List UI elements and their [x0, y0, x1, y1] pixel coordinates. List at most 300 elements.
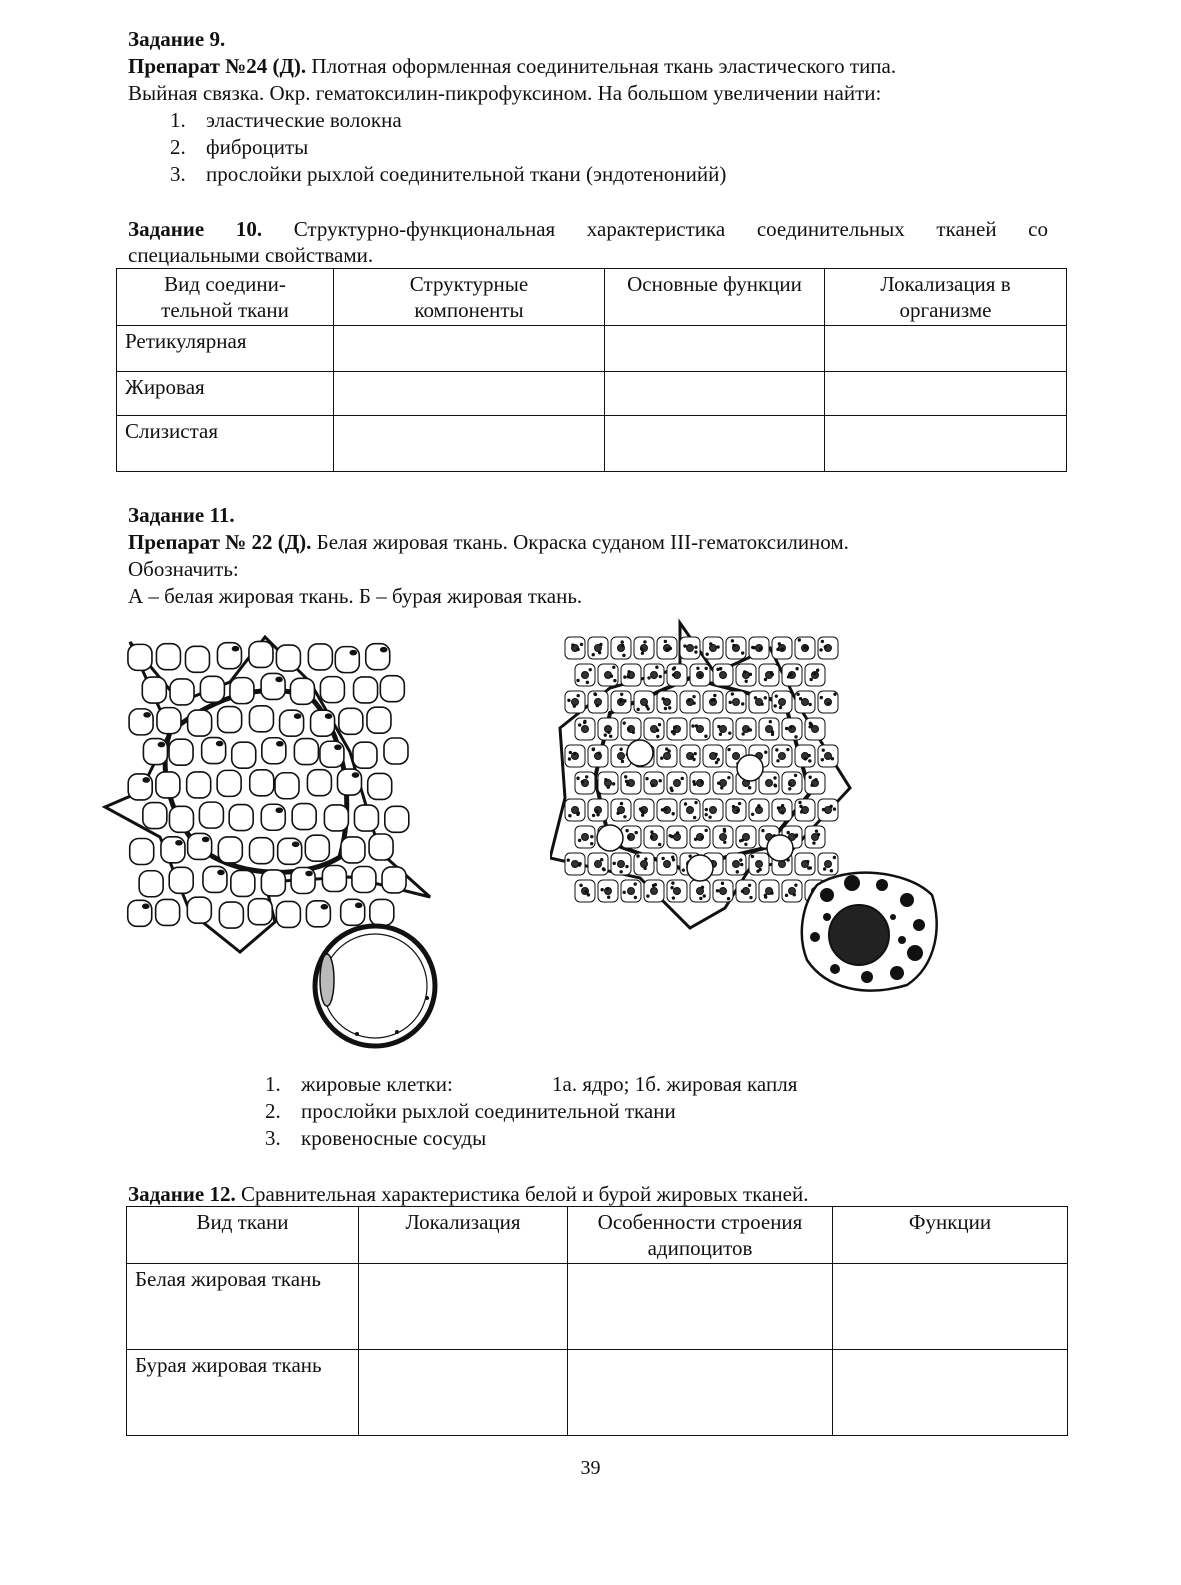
lipid-droplet — [664, 707, 666, 709]
cell-nucleus — [276, 677, 282, 681]
cell-nucleus — [618, 753, 625, 760]
task9-preparation — [128, 53, 896, 80]
lipid-droplet — [656, 729, 658, 731]
lipid-droplet — [731, 693, 733, 695]
lipid-droplet — [574, 752, 576, 754]
task10-header-row — [117, 269, 1067, 326]
lipid-droplet — [597, 814, 599, 816]
lipid-droplet — [672, 674, 674, 676]
task9-prep-number: Препарат №24 (Д). — [128, 54, 307, 78]
lipid-droplet — [626, 829, 628, 831]
fat-cell — [142, 677, 166, 703]
lipid-droplet — [700, 897, 702, 899]
lipid-droplet — [610, 675, 612, 677]
task12-header-type-label: Вид ткани — [196, 1210, 289, 1234]
fat-cell — [385, 806, 409, 832]
cell-nucleus — [143, 904, 149, 908]
lipid-droplet — [728, 776, 730, 778]
task10-cell — [825, 372, 1067, 416]
cell-nucleus — [733, 753, 740, 760]
lipid-droplet — [717, 646, 719, 648]
cell-nucleus — [651, 888, 658, 895]
lipid-droplet — [738, 802, 740, 804]
lipid-droplet — [607, 896, 609, 898]
lipid-droplet — [697, 667, 699, 669]
lipid-droplet — [589, 668, 591, 670]
lipid-droplet — [670, 787, 672, 789]
task12-header-location-label: Локализация — [405, 1210, 521, 1234]
cell-nucleus — [203, 837, 209, 841]
lipid-droplet — [604, 734, 606, 736]
fat-cell — [339, 708, 363, 734]
lipid-droplet — [598, 752, 600, 754]
lipid-droplet — [634, 883, 636, 885]
task10-header-type-label: Вид соедини- тельной ткани — [161, 272, 289, 322]
lipid-droplet — [777, 760, 779, 762]
lipid-droplet — [706, 653, 708, 655]
fat-cell — [369, 834, 393, 860]
lipid-droplet — [650, 836, 652, 838]
task11-preparation — [128, 529, 849, 556]
white-adipocyte-illustration — [305, 918, 445, 1053]
lipid-droplet — [661, 809, 663, 811]
lipid-droplet — [647, 708, 649, 710]
task10-cell — [605, 326, 825, 372]
lipid-droplet — [580, 643, 582, 645]
fat-cell — [382, 867, 406, 893]
cell-nucleus — [674, 780, 681, 787]
lipid-droplet — [781, 812, 783, 814]
fat-cell — [200, 676, 224, 702]
task12-title: Задание 12. Сравнительная характеристика белой и бурой жировых тканей. — [128, 1182, 809, 1206]
lipid-droplet — [736, 810, 738, 812]
lipid-droplet — [779, 706, 781, 708]
lipid-droplet — [673, 733, 675, 735]
lipid-droplet — [705, 813, 707, 815]
fat-cell — [156, 772, 180, 798]
lipid-droplet — [620, 693, 622, 695]
lipid-droplet — [628, 836, 630, 838]
lipid-droplet — [624, 816, 626, 818]
lipid-droplet — [695, 725, 697, 727]
fat-cell — [380, 676, 404, 702]
fat-cell — [322, 866, 346, 892]
lipid-droplet — [662, 698, 664, 700]
lipid-droplet — [581, 781, 583, 783]
lipid-droplet — [674, 726, 676, 728]
lipid-droplet — [666, 748, 668, 750]
lipid-droplet — [758, 805, 760, 807]
fat-cell — [156, 899, 180, 925]
lipid-droplet — [654, 883, 656, 885]
lipid-droplet — [672, 882, 674, 884]
lipid-droplet — [913, 919, 925, 931]
lipid-droplet — [764, 678, 766, 680]
lipid-droplet — [701, 886, 703, 888]
lipid-droplet — [592, 654, 594, 656]
vacuole — [767, 835, 793, 861]
fat-cell — [169, 867, 193, 893]
lipid-droplet — [610, 735, 612, 737]
lipid-droplet — [693, 702, 695, 704]
cell-nucleus — [582, 834, 589, 841]
lipid-droplet — [817, 669, 819, 671]
lipid-droplet — [741, 652, 743, 654]
table-row — [117, 326, 1067, 372]
lipid-droplet — [625, 780, 627, 782]
lipid-droplet — [568, 699, 570, 701]
lipid-droplet — [651, 831, 653, 833]
lipid-droplet — [828, 703, 830, 705]
lipid-droplet — [754, 697, 756, 699]
fat-cell — [230, 678, 254, 704]
cell-nucleus — [641, 861, 648, 868]
lipid-droplet — [614, 679, 616, 681]
lipid-droplet — [647, 895, 649, 897]
lipid-droplet — [815, 830, 817, 832]
task11-labels: А – белая жировая ткань. Б – бурая жировая ткань. — [128, 584, 583, 608]
lipid-droplet — [721, 787, 723, 789]
cell-nucleus — [779, 753, 786, 760]
cell-nucleus — [582, 726, 589, 733]
lipid-droplet — [695, 801, 697, 803]
lipid-droplet — [627, 783, 629, 785]
lipid-droplet — [623, 654, 625, 656]
lipid-droplet — [787, 748, 789, 750]
lipid-droplet — [799, 801, 801, 803]
cell-nucleus — [572, 699, 579, 706]
lipid-droplet — [777, 648, 779, 650]
lipid-droplet — [719, 667, 721, 669]
task12-header-type — [127, 1207, 359, 1264]
cell-nucleus — [144, 713, 150, 717]
cell-nucleus — [641, 699, 648, 706]
cell-nucleus — [674, 888, 681, 895]
lipid-droplet — [601, 858, 603, 860]
lipid-droplet — [626, 865, 628, 867]
lipid-droplet — [787, 831, 789, 833]
lipid-droplet — [596, 810, 598, 812]
lipid-droplet — [637, 855, 639, 857]
lipid-droplet — [646, 777, 648, 779]
cell-nucleus — [218, 870, 224, 874]
cell-nucleus — [710, 807, 717, 814]
lipid-droplet — [705, 808, 707, 810]
task10-header-location — [825, 269, 1067, 326]
lipid-droplet — [759, 647, 761, 649]
lipid-droplet — [890, 966, 904, 980]
lipid-droplet — [741, 703, 743, 705]
task10-cell — [825, 326, 1067, 372]
task10-header-functions-label: Основные функции — [627, 272, 802, 296]
lipid-droplet — [830, 964, 840, 974]
task12-row-label: Бурая жировая ткань — [127, 1350, 359, 1436]
page-number: 39 — [580, 1457, 601, 1479]
task10-cell — [334, 326, 605, 372]
lipid-droplet — [632, 731, 634, 733]
cell-nucleus — [802, 699, 809, 706]
cell-nucleus — [572, 861, 579, 868]
lipid-droplet — [621, 644, 623, 646]
task11-title: Задание 11. — [128, 503, 235, 527]
cell-nucleus — [217, 742, 223, 746]
task10-row-label: Жировая — [117, 372, 334, 416]
lipid-droplet — [764, 697, 766, 699]
task11-item-1-extra: 1а. ядро; 1б. жировая капля — [552, 1072, 798, 1096]
lipid-droplet — [790, 726, 792, 728]
lipid-droplet — [658, 843, 660, 845]
fat-cell — [185, 646, 209, 672]
lipid-droplet — [627, 676, 629, 678]
lipid-droplet — [694, 752, 696, 754]
lipid-droplet — [623, 891, 625, 893]
lipid-droplet — [710, 643, 712, 645]
lipid-droplet — [741, 863, 743, 865]
fat-cell — [250, 770, 274, 796]
cell-nucleus — [720, 672, 727, 679]
lipid-droplet — [585, 890, 587, 892]
lipid-droplet — [668, 750, 670, 752]
fat-cell — [352, 867, 376, 893]
fat-cell — [188, 710, 212, 736]
lipid-droplet — [831, 758, 833, 760]
lipid-droplet — [640, 648, 642, 650]
lipid-droplet — [809, 722, 811, 724]
lipid-droplet — [789, 788, 791, 790]
lipid-droplet — [577, 777, 579, 779]
lipid-droplet — [711, 699, 713, 701]
fat-cell — [128, 644, 152, 670]
lipid-droplet — [765, 751, 767, 753]
lipid-droplet — [624, 676, 626, 678]
lipid-droplet — [624, 700, 626, 702]
task12-table — [126, 1206, 1068, 1436]
task12-cell — [833, 1350, 1068, 1436]
fat-cell — [368, 773, 392, 799]
fat-cell — [384, 738, 408, 764]
cell-nucleus — [276, 808, 282, 812]
task12-cell — [568, 1264, 833, 1350]
task12-cell — [833, 1264, 1068, 1350]
lipid-droplet — [830, 805, 832, 807]
lipid-droplet — [594, 693, 596, 695]
task10-header-components-label: Структурные компоненты — [409, 272, 529, 322]
lipid-droplet — [751, 813, 753, 815]
cell-nucleus — [756, 861, 763, 868]
lipid-droplet — [591, 842, 593, 844]
lipid-droplet — [724, 841, 726, 843]
lipid-droplet — [673, 667, 675, 669]
lipid-droplet — [669, 647, 671, 649]
lipid-droplet — [744, 671, 746, 673]
task10-header-type — [117, 269, 334, 326]
task9-item-1: 1. эластические волокна — [170, 108, 402, 132]
fat-cell — [250, 838, 274, 864]
lipid-droplet — [651, 784, 653, 786]
lipid-droplet — [748, 884, 750, 886]
table-row — [127, 1264, 1068, 1350]
lipid-droplet — [695, 646, 697, 648]
lipid-droplet — [596, 704, 598, 706]
lipid-droplet — [648, 677, 650, 679]
lipid-droplet — [620, 802, 622, 804]
lipid-droplet — [719, 733, 721, 735]
lipid-droplet — [693, 696, 695, 698]
lipid-droplet — [728, 748, 730, 750]
lipid-droplet — [789, 783, 791, 785]
lipid-droplet — [800, 805, 802, 807]
task12-header-location — [359, 1207, 568, 1264]
lipid-droplet — [591, 835, 593, 837]
task12-cell — [359, 1350, 568, 1436]
cell-nucleus — [687, 807, 694, 814]
lipid-droplet — [900, 893, 914, 907]
task10-title-line2: специальными свойствами. — [128, 243, 374, 267]
fat-cell — [156, 644, 180, 670]
lipid-droplet — [777, 807, 779, 809]
lipid-droplet — [785, 894, 787, 896]
lipid-droplet — [898, 936, 906, 944]
fat-cell — [324, 805, 348, 831]
lipid-droplet — [715, 761, 717, 763]
task10-title: Задание 10. Структурно-функциональная характеристика соединительных тканей со — [128, 217, 1048, 241]
lipid-droplet — [628, 671, 630, 673]
lipid-droplet — [761, 703, 763, 705]
cell-nucleus — [595, 861, 602, 868]
task10-header-components — [334, 269, 605, 326]
fat-cell — [276, 645, 300, 671]
task11-prep-description: Белая жировая ткань. Окраска суданом III-гематоксилином. — [311, 530, 849, 554]
lipid-droplet — [804, 646, 806, 648]
lipid-droplet — [621, 760, 623, 762]
cell-nucleus — [321, 905, 327, 909]
lipid-droplet — [741, 890, 743, 892]
brown-adipocyte-illustration — [797, 865, 942, 995]
lipid-droplet — [739, 840, 741, 842]
lipid-droplet — [637, 708, 639, 710]
fat-cell — [187, 772, 211, 798]
lipid-droplet — [822, 808, 824, 810]
lipid-droplet — [578, 839, 580, 841]
cell-nucleus — [326, 714, 332, 718]
lipid-droplet — [642, 811, 644, 813]
lipid-droplet — [807, 860, 809, 862]
lipid-droplet — [577, 694, 579, 696]
lipid-droplet — [745, 680, 747, 682]
cell-nucleus — [812, 726, 819, 733]
table-row — [117, 372, 1067, 416]
cell-nucleus — [733, 861, 740, 868]
lipid-droplet — [682, 869, 684, 871]
lipid-droplet — [787, 676, 789, 678]
lipid-droplet — [573, 705, 575, 707]
lipid-droplet — [833, 808, 835, 810]
fat-cell — [130, 838, 154, 864]
lipid-droplet — [796, 668, 798, 670]
cell-nucleus — [651, 672, 658, 679]
lipid-droplet — [684, 803, 686, 805]
fat-cell — [354, 677, 378, 703]
lipid-droplet — [646, 705, 648, 707]
fat-cell — [305, 835, 329, 861]
task11-instruction: Обозначить: — [128, 557, 239, 581]
lipid-droplet — [645, 858, 647, 860]
fat-cell — [248, 899, 272, 925]
lipid-droplet — [771, 892, 773, 894]
lipid-droplet — [753, 647, 755, 649]
lipid-droplet — [623, 722, 625, 724]
lipid-droplet — [861, 971, 873, 983]
lipid-droplet — [790, 673, 792, 675]
task9-prep-description: Плотная оформленная соединительная ткань эластического типа. — [306, 54, 897, 78]
cell-nucleus — [825, 753, 832, 760]
lipid-droplet — [793, 893, 795, 895]
lipid-droplet — [709, 816, 711, 818]
lipid-droplet — [834, 693, 836, 695]
lipid-droplet — [714, 694, 716, 696]
fat-cell — [217, 770, 241, 796]
lipid-droplet — [567, 859, 569, 861]
fat-cell — [307, 770, 331, 796]
task10-table — [116, 268, 1067, 472]
lipid-droplet — [693, 783, 695, 785]
fat-cell — [290, 678, 314, 704]
fat-cell — [320, 677, 344, 703]
lipid-droplet — [800, 811, 802, 813]
lipid-droplet — [661, 757, 663, 759]
lipid-droplet — [771, 731, 773, 733]
lipid-droplet — [625, 776, 627, 778]
cell-nucleus — [352, 773, 358, 777]
lipid-droplet — [671, 835, 673, 837]
lipid-droplet — [778, 643, 780, 645]
fat-cell — [275, 773, 299, 799]
cell-nucleus — [582, 672, 589, 679]
lipid-droplet — [621, 641, 623, 643]
lipid-droplet — [572, 644, 574, 646]
cell-nucleus — [335, 745, 341, 749]
lipid-droplet — [705, 667, 707, 669]
lipid-droplet — [817, 833, 819, 835]
lipid-droplet — [718, 725, 720, 727]
lipid-droplet — [578, 864, 580, 866]
lipid-droplet — [613, 666, 615, 668]
lipid-droplet — [659, 675, 661, 677]
task12-cell — [568, 1350, 833, 1436]
lipid-droplet — [701, 836, 703, 838]
cell-nucleus — [664, 861, 671, 868]
fat-cell — [353, 742, 377, 768]
lipid-droplet — [620, 700, 622, 702]
lipid-droplet — [729, 732, 731, 734]
lipid-droplet — [568, 758, 570, 760]
lipid-droplet — [794, 774, 796, 776]
fat-cell — [169, 739, 193, 765]
lipid-droplet — [715, 753, 717, 755]
lipid-droplet — [592, 748, 594, 750]
lipid-droplet — [703, 895, 705, 897]
lipid-droplet — [587, 894, 589, 896]
lipid-droplet — [727, 897, 729, 899]
lipid-droplet — [759, 868, 761, 870]
lipid-droplet — [607, 786, 609, 788]
lipid-droplet — [692, 725, 694, 727]
cell-nucleus — [733, 699, 740, 706]
lipid-droplet — [876, 879, 888, 891]
task10-cell — [825, 416, 1067, 472]
lipid-droplet — [585, 776, 587, 778]
lipid-droplet — [569, 815, 571, 817]
